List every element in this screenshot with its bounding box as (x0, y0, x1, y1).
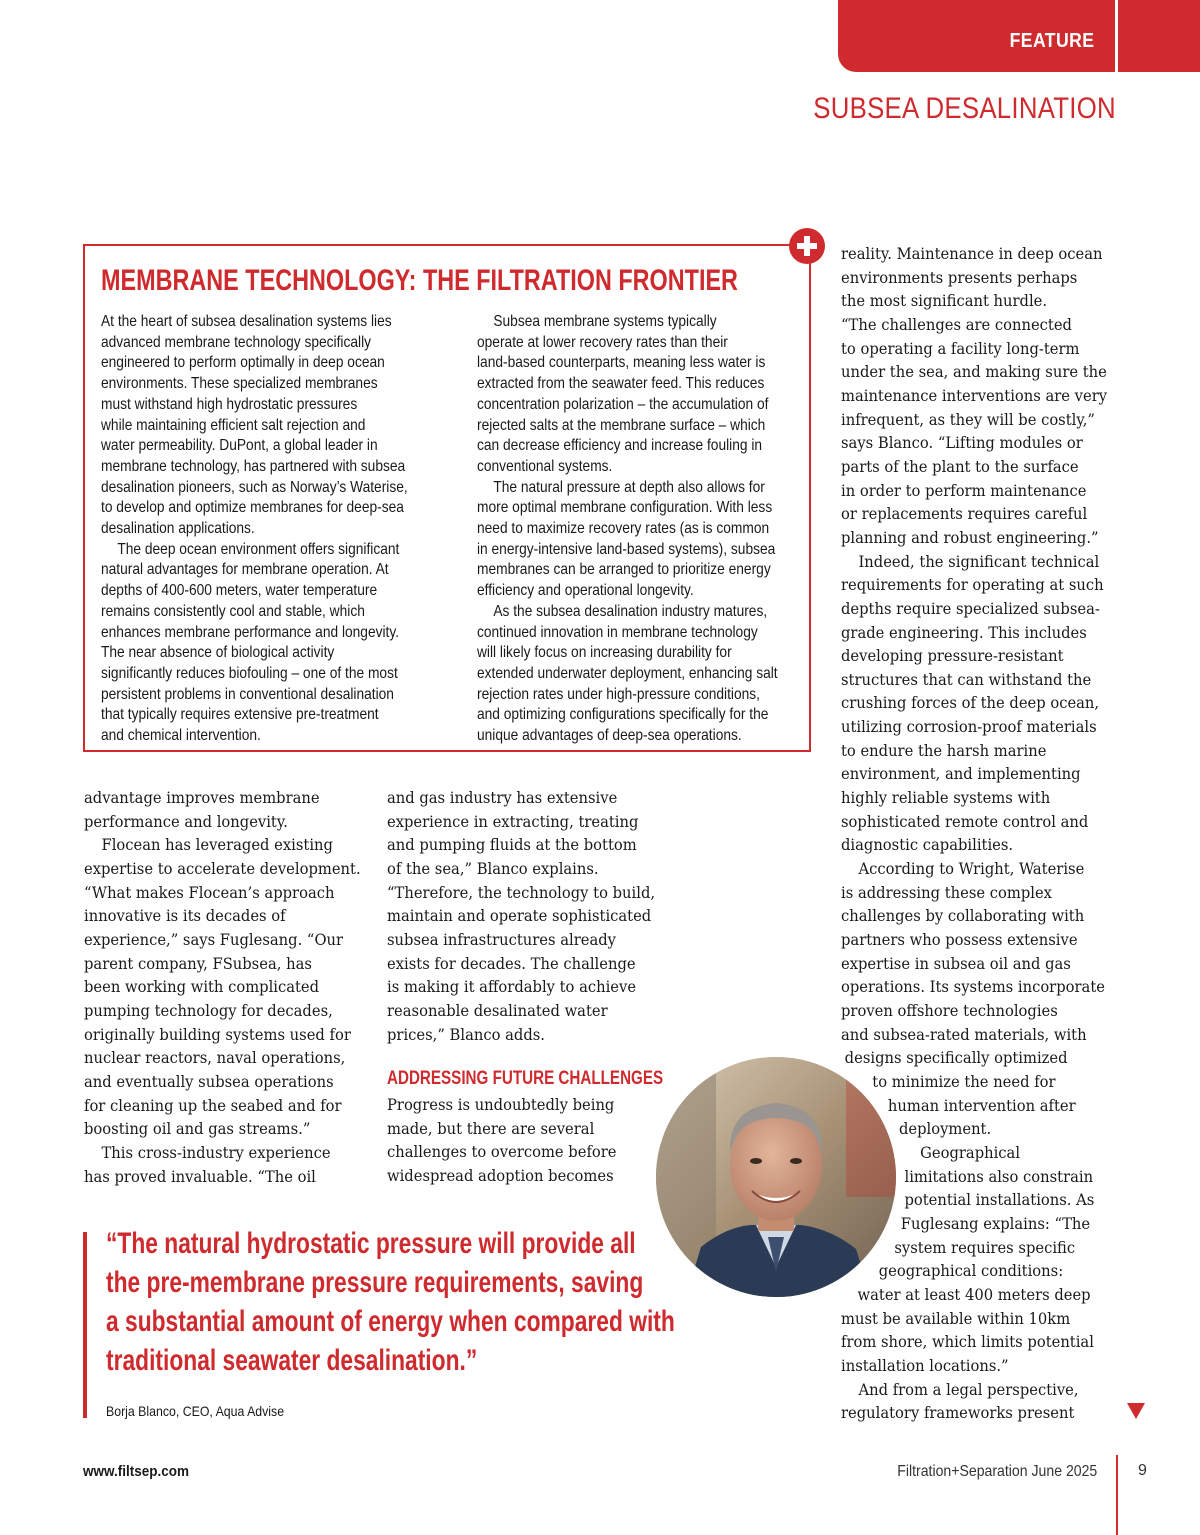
sidebar-text-line: continued innovation in membrane technology (477, 623, 758, 641)
sidebar-text-line: The near absence of biological activity (101, 644, 335, 662)
sidebar-text-line: unique advantages of deep-sea operations. (477, 727, 742, 745)
body-text-line: This cross-industry experience (101, 1142, 331, 1162)
body-text-line: innovative is its decades of (84, 906, 286, 926)
body-text-line: diagnostic capabilities. (841, 835, 1014, 855)
body-text-line: parent company, FSubsea, has (84, 953, 312, 973)
body-text-line: sophisticated remote control and (841, 811, 1089, 831)
sidebar-right-column (477, 312, 807, 747)
body-text-line: “Therefore, the technology to build, (387, 882, 656, 902)
sidebar-text-line: more optimal membrane configuration. With less (477, 499, 773, 517)
body-text-line: water at least 400 meters deep (857, 1284, 1091, 1304)
body-text-line: to endure the harsh marine (841, 740, 1047, 760)
body-text-line: under the sea, and making sure the (841, 362, 1107, 382)
sidebar-text-line: rejected salts at the membrane surface – which (477, 416, 766, 434)
feature-label: FEATURE (1009, 30, 1094, 52)
sidebar-text-line: must withstand high hydrostatic pressures (101, 395, 358, 413)
body-text-line: reality. Maintenance in deep ocean (841, 244, 1103, 263)
body-text-line: from shore, which limits potential (841, 1332, 1094, 1352)
body-text-line: potential installations. As (904, 1190, 1095, 1210)
sidebar-text-line: extended underwater deployment, enhancing salt (477, 664, 778, 682)
body-text-line: maintenance interventions are very (841, 385, 1108, 405)
pull-quote-bar (83, 1232, 87, 1418)
sidebar-text-line: As the subsea desalination industry matures, (493, 602, 768, 620)
body-text-line: has proved invaluable. “The oil (84, 1166, 316, 1186)
pull-quote-line: a substantial amount of energy when compared with (106, 1305, 675, 1338)
body-text-line: been working with complicated (84, 977, 320, 997)
body-text-line: nuclear reactors, naval operations, (84, 1048, 346, 1068)
sidebar-text-line: depths of 400-600 meters, water temperature (101, 582, 378, 600)
sidebar-text-line: can decrease efficiency and increase fouling in (477, 437, 763, 455)
feature-tab-divider (1115, 0, 1118, 72)
body-text-line: designs specifically optimized (844, 1048, 1068, 1068)
sidebar-text-line: extracted from the seawater feed. This reduces (477, 375, 765, 393)
body-text-line: experience in extracting, treating (387, 811, 639, 831)
sidebar-text-line: engineered to perform optimally in deep ocean (101, 354, 385, 372)
sidebar-text-line: natural advantages for membrane operation. At (101, 561, 389, 579)
body-text-line: advantage improves membrane (84, 788, 320, 807)
sidebar-title: MEMBRANE TECHNOLOGY: THE FILTRATION FRONTIER (101, 264, 738, 297)
body-column-2-continued (387, 1093, 636, 1188)
body-text-line: pumping technology for decades, (84, 1000, 333, 1020)
body-text-line: experience,” says Fuglesang. “Our (84, 929, 344, 949)
sidebar-text-line: advanced membrane technology specifically (101, 333, 371, 351)
sidebar-text-line: will likely focus on increasing durability for (477, 644, 732, 662)
continue-arrow-icon (1127, 1403, 1145, 1419)
body-text-line: utilizing corrosion-proof materials (841, 717, 1097, 737)
footer-divider (1116, 1455, 1118, 1535)
body-text-line: proven offshore technologies (841, 1001, 1058, 1020)
sidebar-text-line: operate at lower recovery rates than their (477, 333, 728, 351)
body-text-line: Fuglesang explains: “The (900, 1213, 1091, 1233)
body-column-2 (387, 786, 678, 1046)
body-text-line: is addressing these complex (841, 882, 1052, 902)
body-text-line: highly reliable systems with (841, 788, 1051, 808)
body-text-line: exists for decades. The challenge (387, 953, 636, 973)
body-text-line: requirements for operating at such (841, 575, 1104, 595)
sidebar-text-line: water permeability. DuPont, a global leader in (101, 437, 378, 455)
footer-url[interactable]: www.filtsep.com (83, 1463, 190, 1480)
body-text-line: maintain and operate sophisticated (387, 906, 652, 926)
sidebar-text-line: to develop and optimize membranes for deep-sea (101, 499, 404, 517)
body-text-line: And from a legal perspective, (858, 1379, 1079, 1399)
section-subheading: ADDRESSING FUTURE CHALLENGES (387, 1068, 664, 1089)
body-text-line: must be available within 10km (841, 1308, 1071, 1328)
section-title: SUBSEA DESALINATION (813, 92, 1116, 125)
body-text-line: for cleaning up the seabed and for (84, 1095, 342, 1115)
body-text-line: geographical conditions: (878, 1261, 1064, 1281)
body-text-line: “What makes Flocean’s approach (84, 882, 335, 902)
body-text-line: depths require specialized subsea- (841, 598, 1100, 618)
body-text-line: operations. Its systems incorporate (841, 977, 1105, 997)
sidebar-text-line: rejection rates under high-pressure conditions, (477, 685, 761, 703)
sidebar-text-line: The deep ocean environment offers significant (117, 540, 400, 558)
plus-icon (789, 228, 825, 264)
sidebar-text-line: membranes can be arranged to prioritize energy (477, 561, 771, 579)
body-text-line: Indeed, the significant technical (858, 551, 1100, 571)
body-text-line: says Blanco. “Lifting modules or (841, 433, 1083, 453)
body-text-line: performance and longevity. (84, 811, 288, 831)
pull-quote-line: traditional seawater desalination.” (106, 1344, 478, 1377)
sidebar-text-line: and optimizing configurations specifically for the (477, 706, 769, 724)
sidebar-text-line: efficiency and operational longevity. (477, 582, 694, 600)
body-text-line: widespread adoption becomes (387, 1165, 614, 1185)
sidebar-text-line: desalination applications. (101, 520, 255, 538)
body-text-line: structures that can withstand the (841, 669, 1092, 689)
body-text-line: originally building systems used for (84, 1024, 351, 1044)
body-text-line: and gas industry has extensive (387, 788, 618, 807)
body-text-line: system requires specific (894, 1237, 1076, 1257)
body-text-line: developing pressure-resistant (841, 646, 1064, 666)
sidebar-text-line: in energy-intensive land-based systems), subsea (477, 540, 776, 558)
footer-magazine: Filtration+Separation June 2025 (897, 1463, 1097, 1480)
body-text-line: limitations also constrain (904, 1166, 1094, 1186)
body-column-1 (84, 786, 385, 1188)
page-number: 9 (1138, 1462, 1147, 1479)
sidebar-text-line: The natural pressure at depth also allows for (493, 478, 765, 496)
body-text-line: parts of the plant to the surface (841, 456, 1079, 476)
body-text-line: “The challenges are connected (841, 314, 1072, 334)
body-text-line: and subsea-rated materials, with (841, 1024, 1087, 1044)
sidebar-text-line: that typically requires extensive pre-treatment (101, 706, 379, 724)
body-text-line: challenges by collaborating with (841, 906, 1085, 926)
body-text-line: of the sea,” Blanco explains. (387, 858, 599, 878)
body-text-line: deployment. (898, 1119, 992, 1139)
body-text-line: to minimize the need for (872, 1071, 1056, 1091)
feature-tab (838, 0, 1200, 72)
pull-quote-line: the pre-membrane pressure requirements, saving (106, 1266, 644, 1299)
body-text-line: grade engineering. This includes (841, 622, 1087, 642)
body-text-line: challenges to overcome before (387, 1142, 617, 1162)
body-text-line: and pumping fluids at the bottom (387, 835, 637, 855)
body-text-line: Flocean has leveraged existing (101, 835, 333, 855)
body-text-line: regulatory frameworks present (841, 1403, 1075, 1423)
body-text-line: planning and robust engineering.” (841, 527, 1099, 547)
body-text-line: expertise to accelerate development. (84, 858, 361, 878)
sidebar-text-line: persistent problems in conventional desalination (101, 685, 394, 703)
sidebar-text-line: land-based counterparts, meaning less water is (477, 354, 766, 372)
pull-quote-attribution: Borja Blanco, CEO, Aqua Advise (106, 1403, 285, 1419)
body-text-line: or replacements requires careful (841, 504, 1088, 524)
sidebar-text-line: desalination pioneers, such as Norway’s Waterise, (101, 478, 408, 496)
body-text-line: human intervention after (887, 1095, 1076, 1115)
body-text-line: the most significant hurdle. (841, 291, 1048, 311)
sidebar-left-column (101, 312, 431, 747)
sidebar-text-line: At the heart of subsea desalination systems lies (101, 313, 392, 330)
body-text-line: in order to perform maintenance (841, 480, 1087, 500)
body-text-line: expertise in subsea oil and gas (841, 953, 1071, 973)
body-text-line: environments presents perhaps (841, 267, 1078, 287)
sidebar-text-line: membrane technology, has partnered with subsea (101, 457, 406, 475)
body-text-line: infrequent, as they will be costly,” (841, 409, 1095, 429)
body-text-line: According to Wright, Waterise (858, 859, 1085, 879)
body-column-3 (841, 242, 1130, 1425)
body-text-line: made, but there are several (387, 1118, 595, 1138)
sidebar-text-line: enhances membrane performance and longevity. (101, 623, 400, 641)
body-text-line: subsea infrastructures already (387, 929, 616, 949)
section-subheading-wrap (387, 1068, 732, 1090)
body-text-line: boosting oil and gas streams.” (84, 1119, 311, 1139)
sidebar-text-line: remains consistently cool and stable, which (101, 602, 365, 620)
body-text-line: Geographical (920, 1142, 1021, 1162)
body-text-line: Progress is undoubtedly being (387, 1095, 615, 1114)
sidebar-text-line: significantly reduces biofouling – one of the most (101, 664, 398, 682)
sidebar-text-line: and chemical intervention. (101, 727, 261, 745)
body-text-line: prices,” Blanco adds. (387, 1024, 545, 1044)
sidebar-text-line: environments. These specialized membranes (101, 375, 378, 393)
body-text-line: and eventually subsea operations (84, 1071, 334, 1091)
sidebar-text-line: conventional systems. (477, 457, 613, 475)
sidebar-text-line: concentration polarization – the accumulation of (477, 395, 769, 413)
body-text-line: partners who possess extensive (841, 930, 1078, 950)
pull-quote (106, 1224, 854, 1380)
body-text-line: reasonable desalinated water (387, 1000, 608, 1020)
body-text-line: crushing forces of the deep ocean, (841, 693, 1100, 713)
body-text-line: is making it affordably to achieve (387, 977, 637, 997)
sidebar-text-line: Subsea membrane systems typically (493, 313, 717, 330)
body-text-line: to operating a facility long-term (841, 338, 1080, 358)
sidebar-text-line: need to maximize recovery rates (as is common (477, 520, 770, 538)
body-text-line: installation locations.” (841, 1355, 1009, 1375)
pull-quote-line: “The natural hydrostatic pressure will provide all (106, 1227, 636, 1260)
body-text-line: environment, and implementing (841, 764, 1081, 784)
sidebar-text-line: while maintaining efficient salt rejection and (101, 416, 366, 434)
